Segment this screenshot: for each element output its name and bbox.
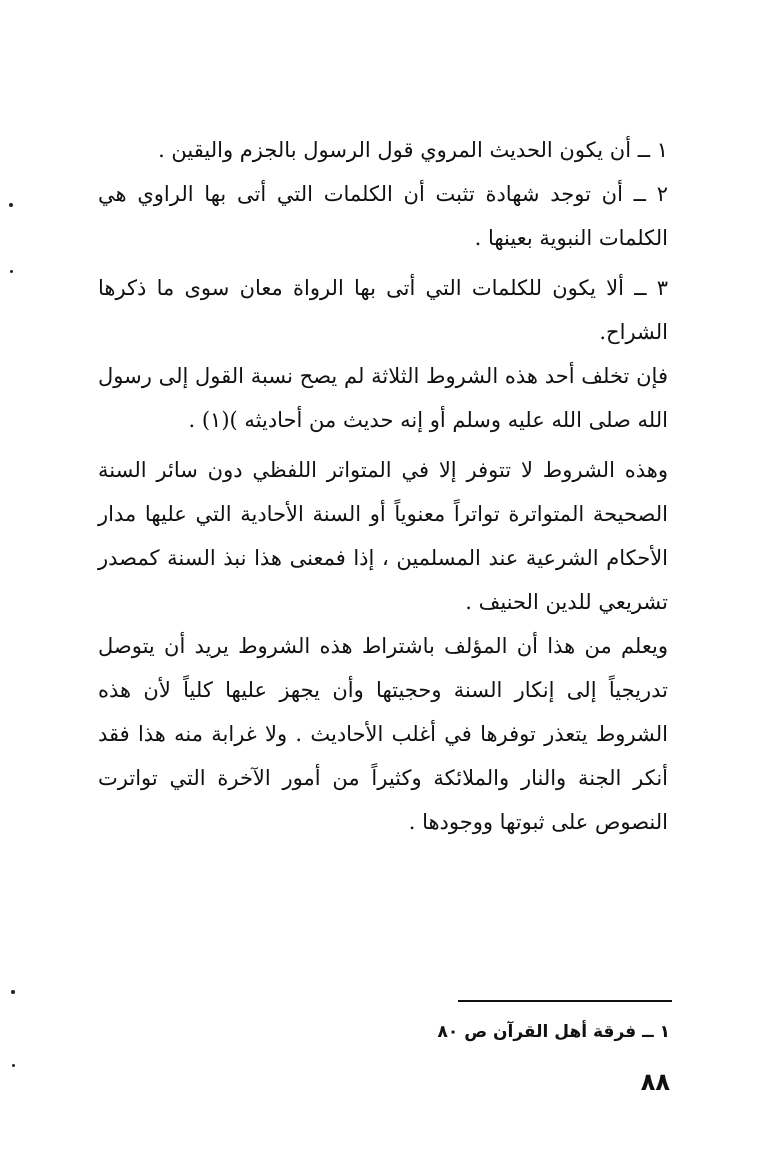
paragraph-conclusion: ويعلم من هذا أن المؤلف باشتراط هذه الشروط يريد أن يتوصل تدريجياً إلى إنكار السنة وحجيتها وأن يجهز عليها كلياً لأن هذه الشروط يتعذر توفرها في أغلب الأحاديث . ولا غرابة منه هذا فقد أنكر الجنة والنار والملائكة وكثيراً من أمور الآخرة التي تواترت النصوص على ثبوتها ووجودها . [98,634,668,834]
body-text [98,128,668,844]
paragraph-consequence: فإن تخلف أحد هذه الشروط الثلاثة لم يصح نسبة القول إلى رسول الله صلى الله عليه وسلم أو إنه حديث من أحاديثه )(١) . [98,364,668,432]
scan-speck [11,990,15,994]
footnote-divider [458,1000,672,1002]
page-number: ٨٨ [640,1068,670,1096]
scan-speck [9,203,13,207]
paragraph-mutawatir: وهذه الشروط لا تتوفر إلا في المتواتر اللفظي دون سائر السنة الصحيحة المتواترة تواتراً معنوياً أو السنة الأحادية التي عليها مدار الأحكام الشرعية عند المسلمين ، إذا فمعنى هذا نبذ السنة كمصدر تشريعي للدين الحنيف . [98,458,668,614]
footnote: ١ ــ فرقة أهل القرآن ص ٨٠ [437,1022,670,1042]
condition-3: ٣ ــ ألا يكون للكلمات التي أتى بها الرواة معان سوى ما ذكرها الشراح. [98,276,668,344]
scan-speck [12,1064,15,1067]
condition-1: ١ ــ أن يكون الحديث المروي قول الرسول بالجزم واليقين . [158,138,668,162]
condition-2: ٢ ــ أن توجد شهادة تثبت أن الكلمات التي أتى بها الراوي هي الكلمات النبوية بعينها . [98,182,668,250]
scan-speck [10,270,13,273]
